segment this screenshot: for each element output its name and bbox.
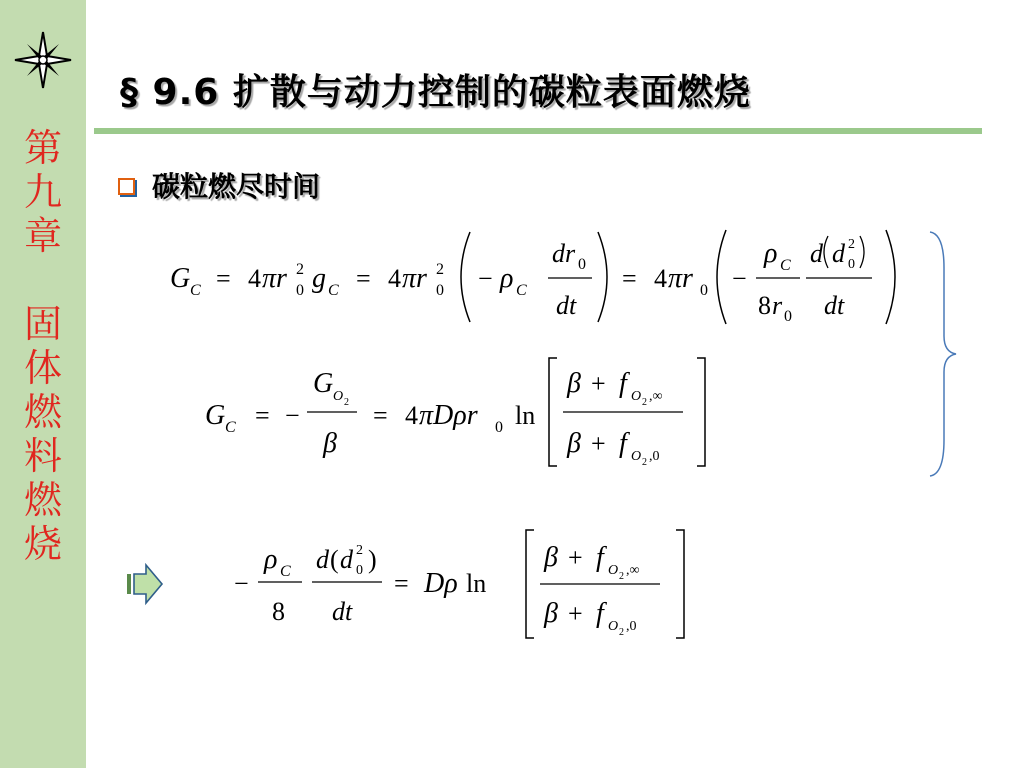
svg-text:=: = (255, 401, 270, 430)
svg-text:O: O (631, 389, 642, 404)
svg-text:2: 2 (642, 457, 647, 468)
chapter-char: 九 (23, 170, 62, 214)
svg-text:−: − (285, 401, 300, 430)
topic-char: 燃 (23, 390, 62, 434)
svg-text:2: 2 (619, 571, 624, 582)
svg-text:2: 2 (296, 261, 304, 278)
svg-text:2: 2 (848, 237, 855, 252)
topic-char: 烧 (23, 522, 62, 566)
bullet-text: 碳粒燃尽时间 (152, 170, 321, 203)
svg-text:dt: dt (824, 291, 845, 320)
svg-text:G: G (170, 263, 191, 294)
svg-text:=: = (373, 401, 388, 430)
svg-text:4: 4 (248, 264, 261, 293)
svg-text:β: β (323, 428, 337, 459)
svg-text:d: d (832, 239, 845, 268)
svg-text:=: = (394, 569, 409, 598)
svg-text:+: + (568, 543, 583, 572)
svg-text:πr: πr (262, 263, 287, 294)
svg-text:f: f (596, 598, 604, 629)
svg-text:+: + (568, 599, 583, 628)
chapter-char: 章 (23, 214, 62, 258)
svg-text:4: 4 (654, 264, 667, 293)
svg-text:O: O (608, 619, 619, 634)
svg-text:O: O (333, 389, 344, 404)
svg-text:πDρr: πDρr (419, 400, 478, 431)
svg-text:C: C (280, 563, 291, 580)
svg-text:4: 4 (405, 401, 418, 430)
topic-char: 料 (23, 434, 62, 478)
compass-star-icon (13, 30, 73, 90)
topic-char: 燃 (23, 478, 62, 522)
svg-text:0: 0 (296, 282, 304, 299)
svg-text:0: 0 (578, 256, 586, 273)
equation-diffusion-flux (195, 352, 725, 472)
section-title-text: 扩散与动力控制的碳粒表面燃烧 (232, 72, 751, 113)
svg-text:O: O (608, 563, 619, 578)
slide-title (120, 64, 751, 115)
chapter-char: 第 (23, 126, 62, 170)
svg-text:ln: ln (515, 401, 536, 430)
svg-text:C: C (225, 419, 236, 436)
svg-text:−: − (732, 264, 747, 293)
svg-text:,0: ,0 (649, 449, 660, 464)
svg-text:O: O (631, 449, 642, 464)
svg-text:,∞: ,∞ (626, 563, 640, 578)
svg-text:πr: πr (402, 263, 427, 294)
right-arrow-icon (126, 563, 166, 607)
hollow-square-bullet-icon (118, 178, 135, 195)
svg-text:C: C (516, 282, 527, 299)
svg-text:4: 4 (388, 264, 401, 293)
svg-text:β: β (567, 368, 581, 399)
svg-text:2: 2 (642, 397, 647, 408)
section-number: 9.6 (152, 72, 220, 113)
svg-text:): ) (368, 545, 377, 574)
svg-text:0: 0 (848, 257, 855, 272)
svg-text:,∞: ,∞ (649, 389, 663, 404)
topic-char: 体 (23, 346, 62, 390)
svg-text:+: + (591, 369, 606, 398)
svg-text:8: 8 (758, 291, 771, 320)
svg-text:=: = (356, 264, 371, 293)
svg-text:ρ: ρ (764, 238, 778, 269)
svg-text:ln: ln (466, 569, 487, 598)
svg-text:0: 0 (436, 282, 444, 299)
title-divider (94, 128, 982, 134)
svg-text:β: β (544, 598, 558, 629)
svg-text:d: d (340, 545, 353, 574)
right-brace-icon (922, 228, 962, 478)
svg-text:0: 0 (700, 282, 708, 299)
svg-text:2: 2 (356, 543, 363, 558)
svg-text:8: 8 (272, 597, 285, 626)
svg-text:G: G (205, 400, 226, 431)
svg-text:β: β (544, 542, 558, 573)
svg-text:r: r (772, 291, 783, 320)
svg-text:0: 0 (356, 563, 363, 578)
svg-text:2: 2 (619, 627, 624, 638)
svg-text:C: C (780, 257, 791, 274)
svg-text:β: β (567, 428, 581, 459)
svg-text:,0: ,0 (626, 619, 637, 634)
svg-text:2: 2 (436, 261, 444, 278)
svg-text:−: − (478, 264, 493, 293)
chapter-vertical-title (18, 126, 68, 566)
svg-text:C: C (190, 282, 201, 299)
svg-text:=: = (622, 264, 637, 293)
svg-text:Dρ: Dρ (424, 568, 458, 599)
sidebar (0, 0, 86, 768)
svg-text:2: 2 (344, 397, 349, 408)
svg-text:G: G (313, 368, 334, 399)
svg-text:0: 0 (784, 308, 792, 325)
svg-text:dt: dt (332, 597, 353, 626)
equation-mass-flux (160, 222, 920, 332)
svg-text:0: 0 (495, 419, 503, 436)
svg-text:g: g (312, 263, 326, 294)
section-mark: § (120, 72, 139, 113)
svg-text:dt: dt (556, 291, 577, 320)
svg-text:=: = (216, 264, 231, 293)
svg-text:dr: dr (552, 239, 576, 268)
svg-text:ρ: ρ (500, 263, 514, 294)
svg-text:d: d (810, 239, 823, 268)
svg-text:ρ: ρ (264, 544, 278, 575)
svg-text:C: C (328, 282, 339, 299)
svg-text:f: f (619, 368, 627, 399)
svg-text:d: d (316, 545, 329, 574)
topic-char: 固 (23, 302, 62, 346)
svg-text:−: − (234, 569, 249, 598)
svg-text:πr: πr (668, 263, 693, 294)
svg-text:f: f (619, 428, 627, 459)
equation-burnout-result (228, 526, 698, 646)
svg-text:(: ( (330, 545, 339, 574)
svg-text:+: + (591, 429, 606, 458)
svg-text:f: f (596, 542, 604, 573)
